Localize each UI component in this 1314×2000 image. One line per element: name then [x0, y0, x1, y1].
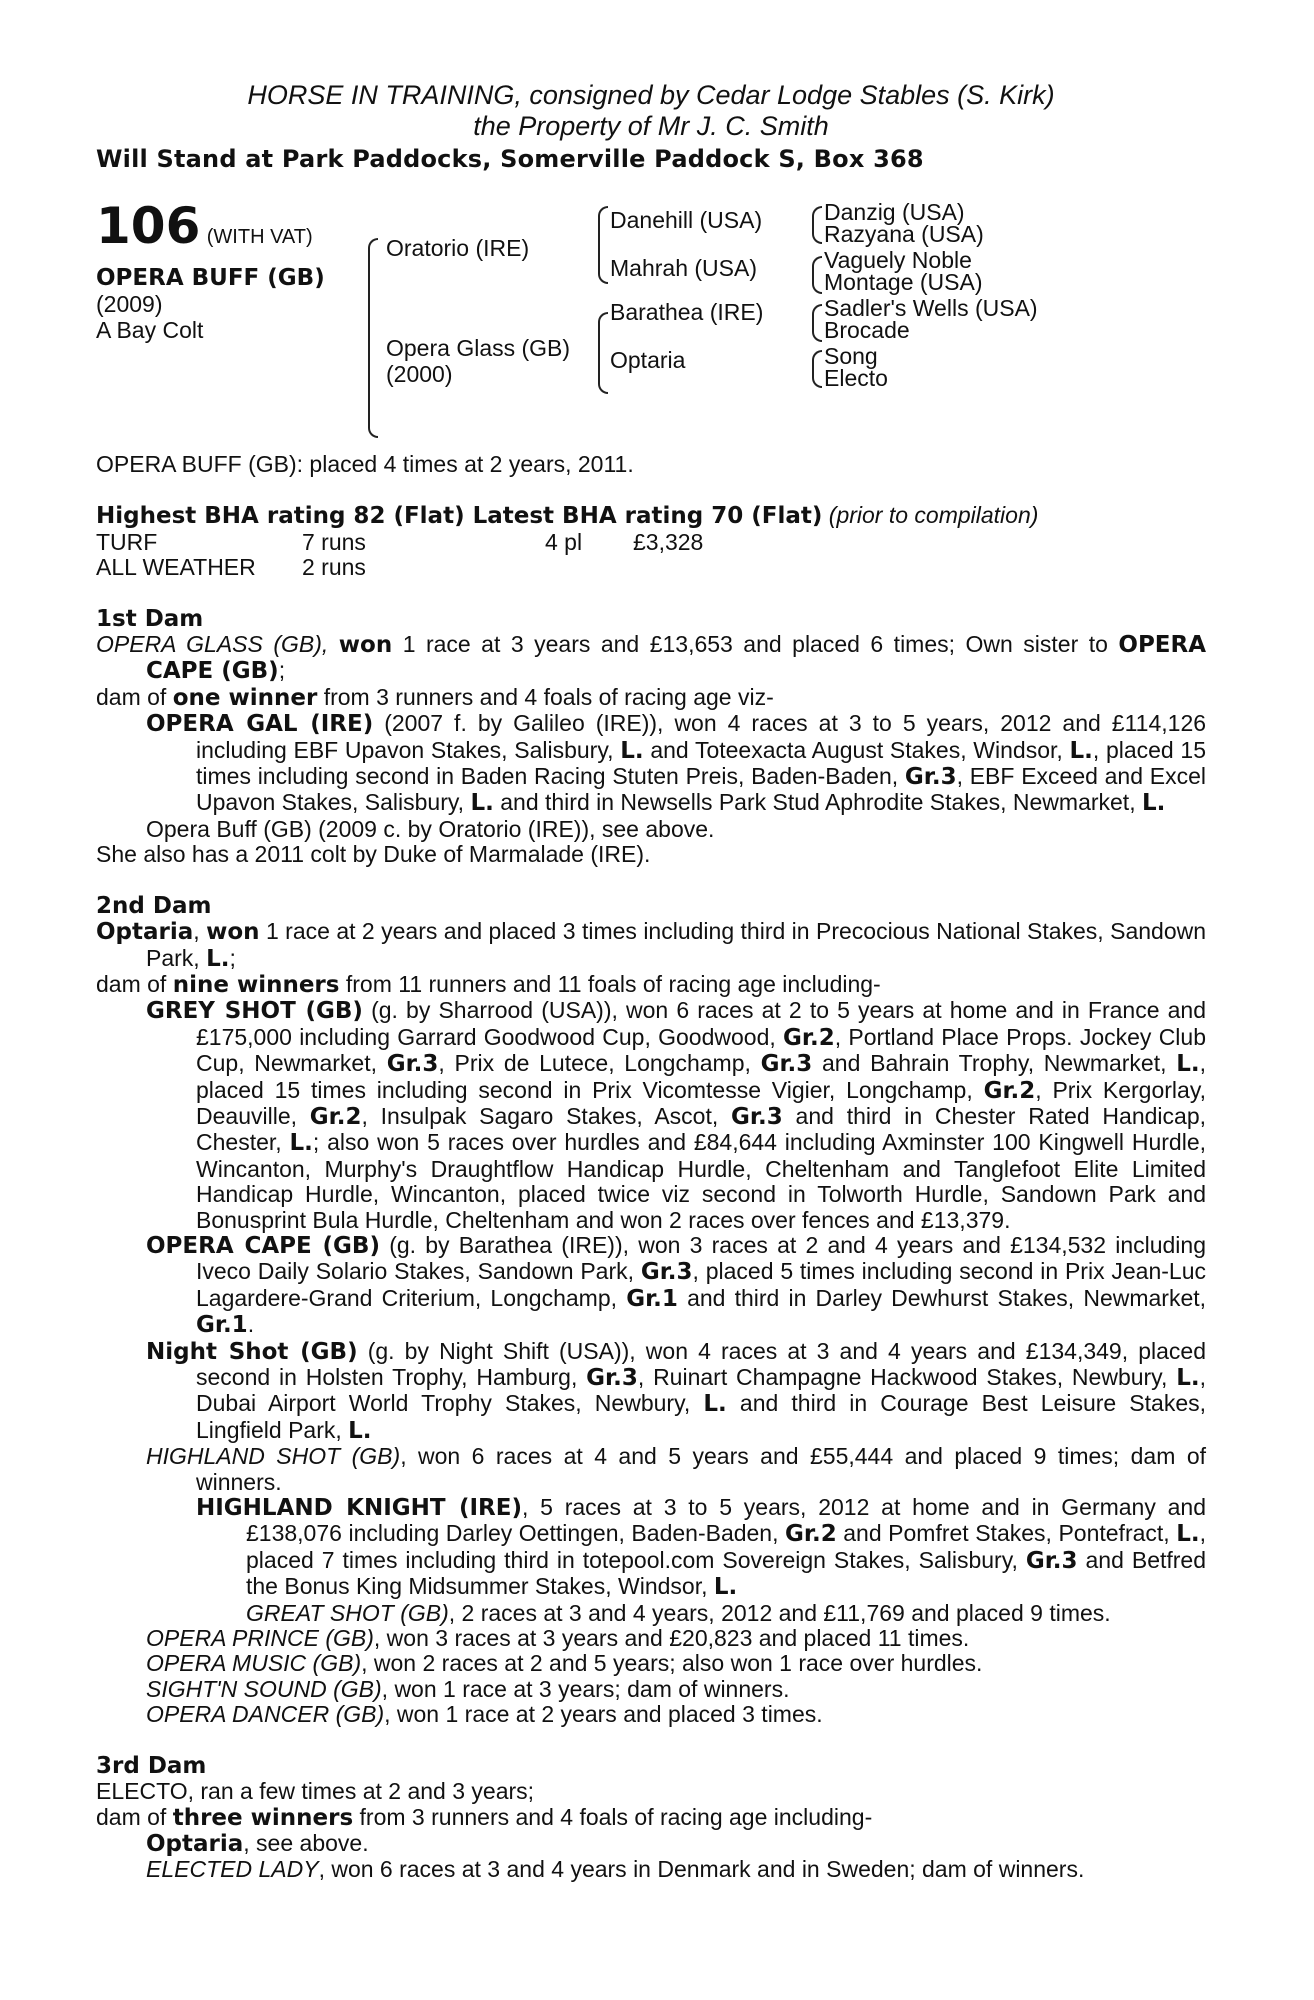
- listed-mark: L.: [620, 737, 644, 764]
- dam-year: (2000): [386, 361, 453, 387]
- bha-rating: Highest BHA rating 82 (Flat) Latest BHA rating 70 (Flat): [96, 503, 823, 530]
- listed-mark: L.: [470, 790, 494, 817]
- dam2-text: 1 race at 2 years and placed 3 times including third in Precocious National Stakes, Sandown Park,: [146, 918, 1207, 971]
- optaria-text: , see above.: [243, 1829, 369, 1856]
- consignment-title: HORSE IN TRAINING, consigned by Cedar Lodge Stables (S. Kirk): [247, 80, 1055, 110]
- pedigree-brace-g3-2: [812, 256, 822, 294]
- dam1-also-line: She also has a 2011 colt by Duke of Marmalade (IRE).: [96, 841, 651, 868]
- listed-mark: L.: [1069, 737, 1093, 764]
- dam1-text: 1 race at 3 years and £13,653 and placed 6 times; Own sister to: [402, 631, 1108, 658]
- group1-mark: Gr.1: [626, 1285, 678, 1312]
- opera-cape-t1: (g. by Barathea (IRE)), won 3 races at 2 and 4 years and £134,532 including Iveco Daily Solario Stakes, Sandown Park,: [196, 1231, 1207, 1285]
- pedigree-brace-g3-4: [812, 350, 822, 388]
- grey-shot-name: GREY SHOT (GB): [146, 998, 363, 1025]
- opera-cape-name: OPERA CAPE (GB): [146, 1232, 380, 1259]
- grey-shot-entry: [146, 998, 1206, 1233]
- gen3-1: Danzig (USA): [824, 199, 965, 225]
- turf-placed: 4 pl: [545, 528, 583, 555]
- opera-cape-entry: OPERA CAPE (GB) (g. by Barathea (IRE)), won 3 races at 2 and 4 years and £134,532 including Iveco Daily Solario Stakes, Sandown Park, Gr.3, placed 5 times including second in Prix Jean-Luc Lagardere-Grand Criterium, Longchamp, Gr.1 and third in Darley Dewhurst Stakes, Newmarket, Gr.1.: [146, 1231, 1207, 1339]
- opera-cape-t2: , placed 5 times including second in Prix Jean-Luc Lagardere-Grand Criterium, Longchamp,: [196, 1258, 1206, 1311]
- grey-shot-t8: and third in Chester Rated Handicap, Chester,: [196, 1102, 1207, 1156]
- sight-n-sound-entry: [146, 1677, 1206, 1702]
- dam3-foals: from 3 runners and 4 foals of racing age including-: [359, 1803, 873, 1830]
- dam-sire: Barathea (IRE): [610, 299, 764, 325]
- night-shot-name: Night Shot (GB): [146, 1338, 358, 1365]
- opera-gal-text3: , placed 15 times including second in Baden Racing Stuten Preis, Baden-Baden,: [196, 736, 1206, 790]
- lot-number: 106: [96, 197, 201, 255]
- first-dam-produce: [96, 685, 1206, 711]
- gen3-8: Electo: [824, 365, 888, 391]
- horse-description: A Bay Colt: [96, 317, 204, 343]
- third-dam-produce: [96, 1805, 1206, 1831]
- pedigree-brace-g3-1: [812, 206, 822, 244]
- dam-name: Opera Glass (GB): [386, 335, 571, 361]
- grey-shot-t2: , Portland Place Props. Jockey Club Cup, Newmarket,: [196, 1023, 1206, 1077]
- rating-note: (prior to compilation): [828, 502, 1039, 529]
- sire-name: Oratorio (IRE): [386, 235, 530, 261]
- dam2-winners: nine winners: [172, 971, 340, 998]
- listed-mark: L.: [703, 1391, 727, 1418]
- vat-note: (WITH VAT): [206, 226, 313, 248]
- gen3-4: Montage (USA): [824, 269, 983, 295]
- highland-shot-text: , won 6 races at 4 and 5 years and £55,444 and placed 9 times; dam of winners.: [196, 1443, 1206, 1495]
- turf-prize: £3,328: [633, 528, 704, 555]
- opera-dancer-text: , won 1 race at 2 years and placed 3 times.: [384, 1701, 823, 1728]
- elected-lady-entry: [146, 1857, 1206, 1882]
- listed-mark: L.: [206, 945, 230, 972]
- group2-mark: Gr.2: [783, 1024, 835, 1051]
- listed-mark: L.: [713, 1574, 738, 1601]
- opera-music-text: , won 2 races at 2 and 5 years; also won 1 race over hurdles.: [361, 1650, 983, 1677]
- gen3-7: Song: [824, 343, 878, 369]
- dam2-won: won: [206, 919, 260, 946]
- sight-n-sound-text: , won 1 race at 3 years; dam of winners.: [381, 1675, 790, 1702]
- listed-mark: L.: [1176, 1521, 1200, 1548]
- highland-knight-name: HIGHLAND KNIGHT (IRE): [196, 1495, 522, 1522]
- second-dam-heading: 2nd Dam: [96, 892, 212, 919]
- sight-n-sound-name: SIGHT'N SOUND (GB): [146, 1675, 382, 1702]
- listed-mark: L.: [1141, 790, 1166, 817]
- dam1-name: OPERA GLASS (GB),: [96, 631, 329, 658]
- elected-lady-text: , won 6 races at 3 and 4 years in Denmark and in Sweden; dam of winners.: [318, 1856, 1085, 1883]
- dam1-won: won: [338, 632, 393, 659]
- dam2-dam-of: dam of: [96, 970, 167, 997]
- grey-shot-t6: , Prix Kergorlay, Deauville,: [196, 1076, 1207, 1129]
- pedigree-brace-main: [368, 238, 378, 438]
- opera-music-name: OPERA MUSIC (GB): [146, 1650, 362, 1677]
- opera-gal-text4: , EBF Exceed and Excel Upavon Stakes, Salisbury,: [196, 763, 1206, 816]
- pedigree-brace-sire: [598, 206, 608, 284]
- group1-mark: Gr.1: [196, 1312, 248, 1339]
- group3-mark: Gr.3: [386, 1051, 439, 1078]
- opera-prince-text: , won 3 races at 3 years and £20,823 and placed 11 times.: [373, 1625, 970, 1652]
- grey-shot-t9: ; also won 5 races over hurdles and £84,644 including Axminster 100 Kingwell Hurdle, Wincanton, Murphy's Draughtflow Handicap Hurdle, Cheltenham and Tanglefoot Elite Limited Handicap Hurdle, Wincanton, placed twice viz second in Tolworth Hurdle, Sandown Park and Bonusprint Bula Hurdle, Cheltenham and won 2 races over fences and £13,379.: [196, 1129, 1206, 1233]
- opera-gal-text2: and Toteexacta August Stakes, Windsor,: [650, 736, 1063, 763]
- first-dam-line: [96, 632, 1206, 685]
- listed-mark: L.: [289, 1130, 313, 1157]
- stand-location: Will Stand at Park Paddocks, Somerville Paddock S, Box 368: [96, 145, 924, 173]
- dam1-end: ;: [278, 657, 286, 684]
- turf-row: [96, 530, 1206, 555]
- horse-year: (2009): [96, 291, 163, 317]
- dam-dam: Optaria: [610, 347, 686, 373]
- great-shot-name: GREAT SHOT (GB): [246, 1599, 449, 1626]
- grey-shot-t5: , placed 15 times including second in Prix Vicomtesse Vigier, Longchamp,: [196, 1050, 1207, 1103]
- owner-line: the Property of Mr J. C. Smith: [473, 111, 829, 141]
- group3-mark: Gr.3: [760, 1051, 813, 1078]
- gen3-2: Razyana (USA): [824, 221, 984, 247]
- dam3-winners: three winners: [172, 1804, 354, 1831]
- grey-shot-t1: (g. by Sharrood (USA)), won 6 races at 2 to 5 years at home and in France and £175,000 including Garrard Goodwood Cup, Goodwood,: [196, 997, 1207, 1050]
- group2-mark: Gr.2: [983, 1077, 1036, 1104]
- rating-block: [96, 503, 1206, 580]
- dam1-winners: one winner: [172, 684, 318, 711]
- pedigree-brace-dam: [598, 312, 608, 394]
- third-dam-line: ELECTO, ran a few times at 2 and 3 years;: [96, 1778, 535, 1805]
- group3-mark: Gr.3: [640, 1259, 693, 1286]
- opera-gal-entry: [146, 711, 1206, 817]
- gen3-6: Brocade: [824, 317, 910, 343]
- listed-mark: L.: [1176, 1051, 1200, 1078]
- highland-shot-name: HIGHLAND SHOT (GB): [146, 1443, 401, 1470]
- night-shot-t3: , Dubai Airport World Trophy Stakes, Newbury,: [196, 1364, 1206, 1417]
- group3-mark: Gr.3: [586, 1365, 638, 1391]
- sire-dam: Mahrah (USA): [610, 255, 757, 281]
- all-weather-row: [96, 555, 1206, 580]
- night-shot-t1: (g. by Night Shift (USA)), won 4 races at 3 and 4 years and £134,349, placed second in Holsten Trophy, Hamburg,: [196, 1337, 1206, 1390]
- opera-buff-entry: Opera Buff (GB) (2009 c. by Oratorio (IRE)), see above.: [146, 815, 715, 842]
- group3-mark: Gr.3: [904, 764, 957, 791]
- opera-music-entry: [146, 1651, 1206, 1676]
- grey-shot-t7: , Insulpak Sagaro Stakes, Ascot,: [361, 1102, 719, 1129]
- night-shot-t2: , Ruinart Champagne Hackwood Stakes, Newbury,: [637, 1364, 1168, 1390]
- rating-line: [96, 503, 1206, 529]
- great-shot-entry: [246, 1601, 1206, 1626]
- group2-mark: Gr.2: [309, 1103, 362, 1130]
- optaria-entry: [146, 1831, 1206, 1857]
- catalogue-page: [96, 80, 1206, 1883]
- opera-prince-name: OPERA PRINCE (GB): [146, 1625, 374, 1652]
- third-dam-heading: 3rd Dam: [96, 1752, 207, 1779]
- listed-mark: L.: [348, 1417, 372, 1444]
- night-shot-entry: [146, 1339, 1206, 1445]
- pedigree-brace-g3-3: [812, 304, 822, 342]
- highland-knight-t2: and Pomfret Stakes, Pontefract,: [843, 1520, 1170, 1547]
- grey-shot-t4: and Bahrain Trophy, Newmarket,: [822, 1050, 1167, 1077]
- aw-runs: 2 runs: [302, 554, 366, 581]
- grey-shot-t3: , Prix de Lutece, Longchamp,: [438, 1050, 751, 1077]
- elected-lady-name: ELECTED LADY: [146, 1856, 319, 1883]
- opera-gal-text1: (2007 f. by Galileo (IRE)), won 4 races at 3 to 5 years, 2012 and £114,126 including EBF Upavon Stakes, Salisbury,: [196, 710, 1207, 763]
- highland-shot-entry: [146, 1444, 1206, 1495]
- turf-label: TURF: [96, 528, 158, 555]
- gen3-3: Vaguely Noble: [824, 247, 972, 273]
- opera-prince-entry: [146, 1626, 1206, 1651]
- night-shot-t4: and third in Courage Best Leisure Stakes, Lingfield Park,: [196, 1390, 1207, 1443]
- second-dam-line: Optaria, won 1 race at 2 years and placed 3 times including third in Precocious National Stakes, Sandown Park, L.;: [96, 918, 1207, 972]
- highland-knight-t3: , placed 7 times including third in totepool.com Sovereign Stakes, Salisbury,: [246, 1520, 1206, 1573]
- group2-mark: Gr.2: [785, 1521, 837, 1548]
- opera-cape-t3: and third in Darley Dewhurst Stakes, Newmarket,: [687, 1284, 1207, 1311]
- dam1-foals: from 3 runners and 4 foals of racing age viz-: [323, 683, 774, 710]
- group3-mark: Gr.3: [1025, 1547, 1078, 1574]
- opera-dancer-name: OPERA DANCER (GB): [146, 1701, 385, 1728]
- aw-label: ALL WEATHER: [96, 554, 256, 581]
- race-summary: OPERA BUFF (GB): placed 4 times at 2 years, 2011.: [96, 451, 634, 477]
- highland-knight-t4: and Betfred the Bonus King Midsummer Stakes, Windsor,: [246, 1546, 1207, 1600]
- dam1-sister: OPERA CAPE (GB): [146, 632, 1207, 685]
- sire-sire: Danehill (USA): [610, 207, 763, 233]
- gen3-5: Sadler's Wells (USA): [824, 295, 1038, 321]
- second-dam-produce: [96, 972, 1206, 998]
- dam2-foals: from 11 runners and 11 foals of racing age including-: [345, 970, 881, 997]
- great-shot-text: , 2 races at 3 and 4 years, 2012 and £11,769 and placed 9 times.: [448, 1599, 1111, 1626]
- turf-runs: 7 runs: [302, 528, 366, 555]
- dam2-name: Optaria: [96, 919, 194, 946]
- dam1-dam-of: dam of: [96, 683, 167, 710]
- group3-mark: Gr.3: [731, 1103, 783, 1130]
- horse-name: OPERA BUFF (GB): [96, 265, 325, 291]
- opera-dancer-entry: [146, 1702, 1206, 1727]
- first-dam-heading: 1st Dam: [96, 605, 204, 632]
- highland-knight-t1: , 5 races at 3 to 5 years, 2012 at home and in Germany and £138,076 including Darley Oettingen, Baden-Baden,: [246, 1494, 1206, 1547]
- optaria-name: Optaria: [146, 1830, 244, 1857]
- listed-mark: L.: [1176, 1365, 1200, 1391]
- lot-number-line: [96, 197, 313, 255]
- highland-knight-entry: [196, 1495, 1206, 1601]
- pedigree-block: [96, 197, 1206, 438]
- opera-gal-name: OPERA GAL (IRE): [146, 711, 374, 738]
- opera-gal-text5: and third in Newsells Park Stud Aphrodite Stakes, Newmarket,: [500, 789, 1136, 816]
- dam3-dam-of: dam of: [96, 1803, 167, 1830]
